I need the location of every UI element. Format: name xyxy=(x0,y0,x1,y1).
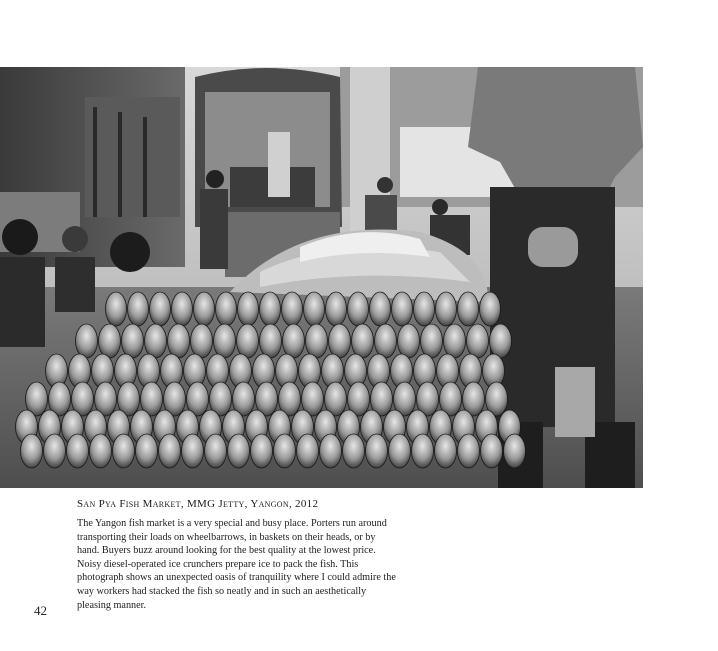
fish xyxy=(260,292,281,326)
fish xyxy=(304,292,325,326)
fish xyxy=(228,434,250,468)
fish xyxy=(145,324,167,358)
fish xyxy=(283,324,305,358)
fish xyxy=(282,292,303,326)
fish xyxy=(326,292,347,326)
fish xyxy=(435,434,457,468)
fish xyxy=(348,292,369,326)
fish xyxy=(352,324,374,358)
fish xyxy=(106,292,127,326)
fish xyxy=(168,324,190,358)
fish xyxy=(191,324,213,358)
fish xyxy=(421,324,443,358)
fish xyxy=(205,434,227,468)
fish xyxy=(504,434,526,468)
fish xyxy=(490,324,512,358)
fish xyxy=(480,292,501,326)
fish xyxy=(122,324,144,358)
fish xyxy=(444,324,466,358)
fish xyxy=(251,434,273,468)
fish xyxy=(214,324,236,358)
fish xyxy=(159,434,181,468)
fish xyxy=(412,434,434,468)
fish xyxy=(182,434,204,468)
fish xyxy=(150,292,171,326)
caption-body: The Yangon fish market is a very special and busy place. Porters run around transporting their loads on wheelbarrows, in baskets on their heads, or by hand. Buyers buzz around looking for the best quality at the lowest price. Noisy diesel-operated ice crunchers prepare ice to pack the fish. This photograph shows an unexpected oasis of tranquility where I could admire the way workers had stacked the fish so neatly and in such an aesthetically pleasing manner. xyxy=(77,518,396,611)
fish xyxy=(194,292,215,326)
fish xyxy=(414,292,435,326)
fish xyxy=(329,324,351,358)
fish xyxy=(320,434,342,468)
fish xyxy=(238,292,259,326)
page-number: 42 xyxy=(34,603,47,618)
fish xyxy=(297,434,319,468)
fish xyxy=(274,434,296,468)
fish xyxy=(389,434,411,468)
fish xyxy=(306,324,328,358)
fish xyxy=(343,434,365,468)
fish xyxy=(467,324,489,358)
fish xyxy=(113,434,135,468)
fish xyxy=(436,292,457,326)
fish xyxy=(260,324,282,358)
market-photograph xyxy=(0,67,643,488)
fish xyxy=(67,434,89,468)
fish xyxy=(392,292,413,326)
fish xyxy=(21,434,43,468)
fish xyxy=(76,324,98,358)
fish xyxy=(458,434,480,468)
fish xyxy=(44,434,66,468)
caption-title: San Pya Fish Market, MMG Jetty, Yangon, 2012 xyxy=(77,498,319,510)
fish xyxy=(216,292,237,326)
fish xyxy=(375,324,397,358)
fish xyxy=(370,292,391,326)
fish xyxy=(237,324,259,358)
fish xyxy=(99,324,121,358)
fish xyxy=(172,292,193,326)
fish xyxy=(128,292,149,326)
fish xyxy=(481,434,503,468)
fish xyxy=(366,434,388,468)
fish xyxy=(458,292,479,326)
fish xyxy=(136,434,158,468)
fish xyxy=(90,434,112,468)
fish xyxy=(398,324,420,358)
